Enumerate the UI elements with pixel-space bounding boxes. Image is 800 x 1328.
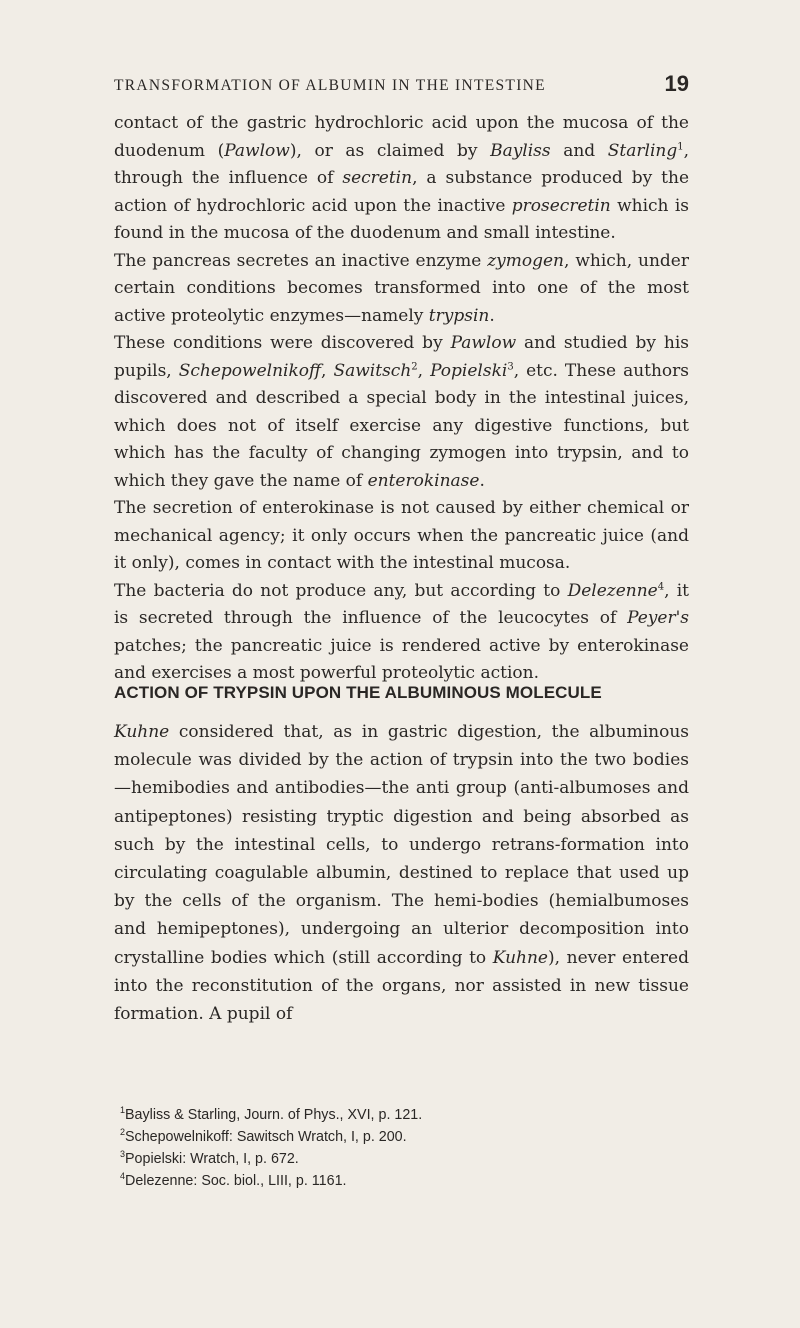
author-name: Kuhne [114, 722, 170, 742]
text-run: contact of the gastric hydrochloric acid upon the mucosa of the duodenum ( [114, 113, 689, 161]
text-run: . [489, 305, 495, 326]
text-run: ), or as claimed by [289, 140, 491, 161]
text-run: which is found in the mucosa of the duodenum and small intestine. [114, 195, 689, 243]
author-name: Schepowelnikoff [178, 360, 322, 381]
footnote-ref: 2 [411, 360, 418, 372]
author-name: Sawitsch [333, 360, 412, 381]
page-header [114, 71, 689, 99]
footnote-number: 2 [120, 1126, 126, 1137]
paragraph-6 [114, 718, 689, 1028]
text-run: , [417, 360, 431, 381]
text-run: , through the influence of [114, 140, 690, 188]
footnotes [114, 1102, 689, 1190]
footnote-ref: 4 [657, 580, 665, 592]
author-name: Peyer's [627, 608, 689, 628]
footnote-ref: 3 [507, 360, 514, 372]
text-run: ), never entered into the reconstitution of the organs, nor assisted in new tissue formation. A pupil of [114, 947, 689, 1025]
footnote-number: 3 [120, 1148, 126, 1159]
paragraph-5 [114, 578, 689, 688]
body-text-upper [114, 110, 689, 688]
footnote-text: Bayliss & Starling, Journ. of Phys., XVI, p. 121. [125, 1106, 423, 1123]
author-name: Bayliss [490, 140, 551, 161]
text-run: , which, under certain conditions becomes transformed into one of the most active proteolytic enzymes—namely [114, 250, 689, 326]
text-run: patches; the pancreatic juice is rendered active by enterokinase and exercises a most powerful proteolytic action. [114, 635, 689, 683]
term: secretin [342, 168, 413, 188]
author-name: Pawlow [450, 333, 517, 353]
term: enterokinase [367, 470, 480, 491]
author-name: Popielski [430, 360, 508, 381]
footnote [114, 1146, 689, 1168]
text-run: , it is secreted through the influence of the leucocytes of [114, 580, 690, 628]
footnote-ref: 1 [677, 140, 684, 152]
term: prosecretin [511, 195, 611, 216]
body-text-lower [114, 718, 689, 1028]
footnote-text: Schepowelnikoff: Sawitsch Wratch, I, p. 200. [125, 1128, 407, 1145]
paragraph-1 [114, 110, 689, 248]
text-run: considered that, as in gastric digestion, the albuminous molecule was divided by the action of trypsin into the two bodies—hemibodies and antibodies—the anti group (anti-albumoses and antipeptones) resisting tryptic digestion and being absorbed as such by the intestinal cells, to undergo retrans-formation into circulating coagulable albumin, destined to replace that used up by the cells of the organism. The hemi-bodies (hemialbumoses and hemipeptones), undergoing an ulterior decomposition into crystalline bodies which (still according to [114, 722, 689, 968]
footnote-text: Delezenne: Soc. biol., LIII, p. 1161. [125, 1172, 347, 1189]
footnote-number: 1 [120, 1105, 126, 1115]
footnote-text: Popielski: Wratch, I, p. 672. [125, 1150, 299, 1167]
paragraph-2 [114, 248, 689, 331]
text-run: The pancreas secretes an inactive enzyme [114, 250, 488, 271]
text-run: These conditions were discovered by [114, 333, 451, 353]
paragraph-3 [114, 330, 689, 495]
text-run: , a substance produced by the action of hydrochloric acid upon the inactive [114, 168, 690, 216]
text-run: and [550, 140, 608, 161]
text-run: , etc. These authors discovered and described a special body in the intestinal juices, which does not of itself exercise any digestive functions, but which has the faculty of changing zymogen into trypsin, and to which they gave the name of [114, 360, 690, 491]
footnote [114, 1102, 689, 1124]
running-head: TRANSFORMATION OF ALBUMIN IN THE INTESTINE [114, 77, 546, 94]
author-name: Pawlow [224, 140, 290, 161]
footnote [114, 1124, 689, 1146]
section-heading: ACTION OF TRYPSIN UPON THE ALBUMINOUS MOLECULE [114, 683, 602, 702]
text-run: and studied by his pupils, [114, 333, 690, 381]
paragraph-4: The secretion of enterokinase is not caused by either chemical or mechanical agency; it only occurs when the pancreatic juice (and it only), comes in contact with the intestinal mucosa. [114, 498, 689, 573]
term: trypsin [428, 305, 490, 326]
term: zymogen [487, 250, 565, 271]
author-name: Delezenne [567, 580, 658, 601]
author-name: Starling [607, 140, 678, 161]
text-run: The bacteria do not produce any, but according to [114, 580, 568, 601]
footnote [114, 1168, 689, 1190]
page-number: 19 [664, 71, 689, 96]
text-run: , [321, 360, 334, 381]
text-run: . [479, 470, 485, 491]
author-name: Kuhne [492, 947, 548, 968]
footnote-number: 4 [120, 1170, 126, 1181]
